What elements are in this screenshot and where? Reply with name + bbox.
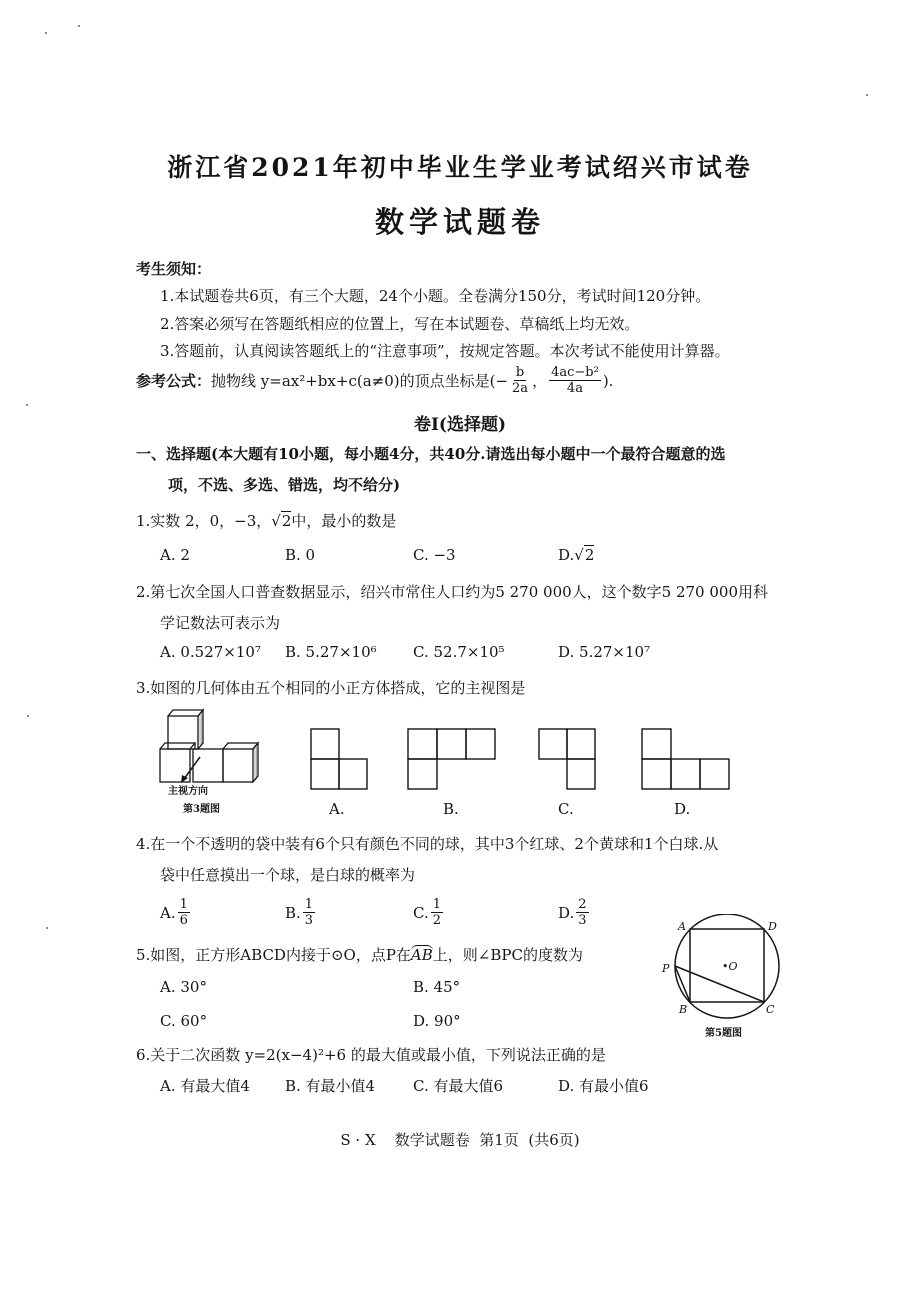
q3-option-a-label: A. [329,800,345,818]
q2-option-d: D. 5.27×10⁷ [558,643,651,661]
frac-denominator: 2a [512,381,529,396]
frac-denominator: 2 [432,913,441,928]
frac-numerator: 1 [304,897,314,912]
q2-stem-line1: 2.第七次全国人口普查数据显示，绍兴市常住人口约为5 270 000人，这个数字5 270 000用科 [136,583,768,601]
q3-option-c-figure [538,728,598,790]
q4-option-letter: B. [285,903,301,922]
exam-title: 浙江省2021年初中毕业生学业考试绍兴市试卷 [167,153,753,182]
q5-point-a-label: A [678,920,686,933]
q5-option-c: C. 60° [160,1012,208,1030]
q5-point-p-label: P [662,962,670,975]
q5-point-d-label: D [768,920,777,933]
q4-option-fraction [576,898,588,927]
q6-stem: 6.关于二次函数 y=2(x−4)²+6 的最大值或最小值，下列说法正确的是 [136,1046,606,1064]
page-footer: S · X 数学试题卷 第1页 (共6页) [340,1131,580,1149]
q3-arrow-label: 主视方向 [168,786,208,797]
scan-speck [78,25,80,27]
q5-point-b-label: B [679,1003,688,1016]
frac-denominator: 6 [179,913,188,928]
frac-numerator: b [515,365,525,380]
scan-speck [27,715,29,717]
q5-circle-figure [658,914,788,1022]
q3-option-b-figure [407,728,497,790]
q4-stem-line2: 袋中任意摸出一个球，是白球的概率为 [160,866,416,884]
formula-fraction-1 [510,366,530,395]
q1-option-b: B. 0 [285,546,316,564]
q3-cube-figure [155,705,270,790]
q1-option-a: A. 2 [160,546,190,564]
notice-item-3: 3.答题前，认真阅读答题纸上的“注意事项”，按规定答题。本次考试不能使用计算器。 [160,342,730,360]
q5-option-d: D. 90° [413,1012,461,1030]
q6-option-d: D. 有最小值6 [558,1077,649,1095]
q3-stem: 3.如图的几何体由五个相同的小正方体搭成，它的主视图是 [136,679,526,697]
q2-option-c: C. 52.7×10⁵ [413,643,505,661]
section-heading-line1: 一、选择题(本大题有10小题，每小题4分，共40分.请选出每小题中一个最符合题意的选 [136,445,726,463]
formula-label: 参考公式： [136,372,212,390]
q4-option-b [285,898,317,927]
q4-option-letter: A. [160,903,176,922]
q4-option-fraction [303,898,315,927]
q4-option-fraction [431,898,443,927]
frac-numerator: 2 [578,897,587,912]
q2-stem-line2: 学记数法可表示为 [160,614,281,632]
q4-option-c [413,898,445,927]
q3-option-d-figure [641,728,731,790]
scan-speck [26,404,28,406]
q5-stem-text: 5.如图，正方形ABCD内接于⊙O，点P在 [136,946,411,964]
frac-denominator: 3 [304,913,314,928]
frac-numerator: 1 [432,897,441,912]
q5-center-o-label: •O [722,960,738,973]
frac-numerator: 1 [179,897,188,912]
q4-option-fraction [178,898,190,927]
formula-sep: ， [532,372,548,390]
formula-close: ). [602,371,614,390]
frac-denominator: 4a [566,381,583,396]
q6-option-b: B. 有最小值4 [285,1077,376,1095]
q3-option-d-label: D. [674,800,691,818]
q2-option-a: A. 0.527×10⁷ [160,643,261,661]
reference-formula [136,366,613,395]
scan-speck [866,94,868,96]
q3-option-a-figure [310,728,370,790]
q1-option-d: D.√2 [558,546,595,564]
q1-stem-text: 1.实数 2，0，−3， [136,512,272,530]
q1-stem: 1.实数 2，0，−3，√2中，最小的数是 [136,512,397,530]
q5-stem [136,944,583,965]
notice-item-1: 1.本试题卷共6页，有三个大题，24个小题。全卷满分150分，考试时间120分钟。 [160,287,711,305]
q4-option-letter: D. [558,903,575,922]
q1-option-d-letter: D. [558,546,575,564]
scan-speck [45,32,47,34]
frac-numerator: 4ac−b² [551,365,599,380]
q3-option-b-label: B. [443,800,459,818]
q2-option-b: B. 5.27×10⁶ [285,643,377,661]
q5-point-c-label: C [766,1003,775,1016]
q6-option-a: A. 有最大值4 [160,1077,250,1095]
formula-fraction-2 [549,366,601,395]
q4-stem-line1: 4.在一个不透明的袋中装有6个只有颜色不同的球，其中3个红球、2个黄球和1个白球.从 [136,835,719,853]
section-title: 卷Ⅰ(选择题) [413,415,507,435]
q5-stem-text-b: 上，则∠BPC的度数为 [432,946,583,964]
q1-stem-text-b: 中，最小的数是 [291,512,397,530]
q1-sqrt: 2 [281,512,292,530]
q5-option-a: A. 30° [160,978,207,996]
frac-denominator: 3 [578,913,587,928]
notice-heading: 考生须知： [136,260,212,278]
q5-figure-caption: 第5题图 [705,1028,742,1039]
notice-item-2: 2.答案必须写在答题纸相应的位置上，写在本试题卷、草稿纸上均无效。 [160,315,640,333]
q5-arc-label: AB [410,946,433,964]
formula-text: 抛物线 y=ax²+bx+c(a≠0)的顶点坐标是(− [211,372,509,390]
q1-option-c: C. −3 [413,546,456,564]
q3-option-c-label: C. [558,800,574,818]
section-heading-line2: 项，不选、多选、错选，均不给分) [168,476,401,494]
q6-option-c: C. 有最大值6 [413,1077,504,1095]
exam-subtitle: 数学试题卷 [374,205,545,239]
q5-option-b: B. 45° [413,978,461,996]
q4-option-letter: C. [413,903,429,922]
q4-option-a [160,898,192,927]
scan-speck [46,927,48,929]
q1-option-d-sqrt: 2 [584,546,595,564]
q4-option-d [558,898,591,927]
q3-figure-caption: 第3题图 [183,804,220,815]
